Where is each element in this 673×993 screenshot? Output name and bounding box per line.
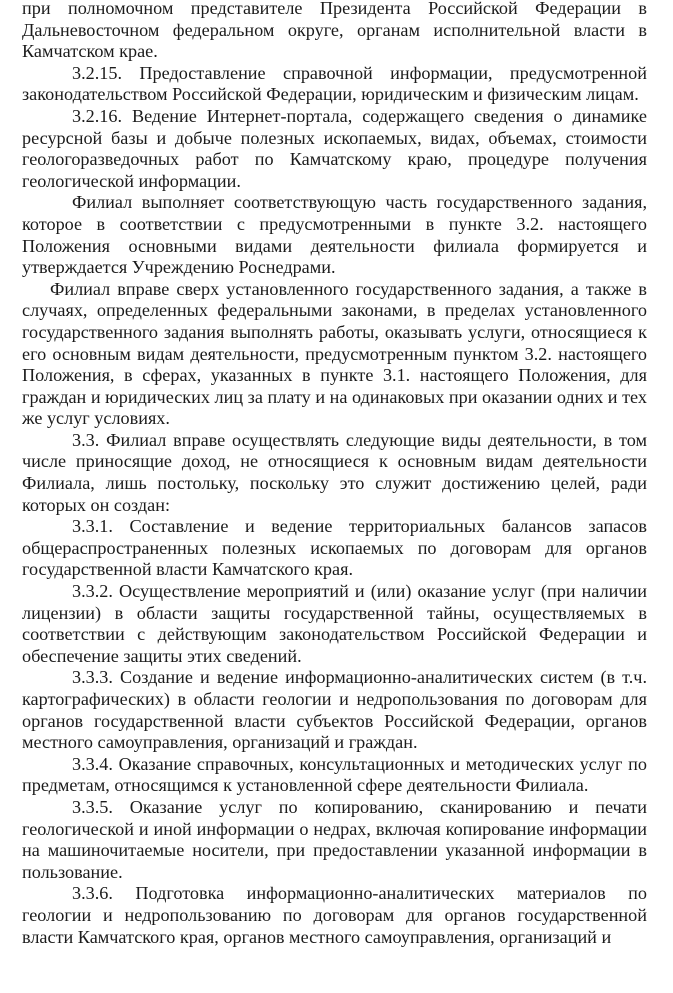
paragraph-continuation: при полномочном представителе Президента Российской Федерации в Дальневосточном федеральном округе, органам исполнительной власти в Камчатском крае. [22, 0, 647, 62]
paragraph-3-2-15: 3.2.15. Предоставление справочной информации, предусмотренной законодательством Российской Федерации, юридическим и физическим лицам. [22, 62, 647, 105]
paragraph-3-3-2: 3.3.2. Осуществление мероприятий и (или) оказание услуг (при наличии лицензии) в области защиты государственной тайны, осуществляемых в соответствии с действующим законодательством Российской Федерации и обеспечение защиты этих сведений. [22, 581, 647, 666]
paragraph-3-3: 3.3. Филиал вправе осуществлять следующие виды деятельности, в том числе приносящие доход, не относящиеся к основным видам деятельности Филиала, лишь постольку, поскольку это служит достижению целей, ради которых он создан: [22, 429, 647, 515]
paragraph-3-3-3: 3.3.3. Создание и ведение информационно-аналитических систем (в т.ч. картографических) в области геологии и недропользования по договорам для органов государственной власти субъектов Российской Федерации, органов местного самоуправления, организаций и граждан. [22, 667, 647, 753]
paragraph-3-2-16: 3.2.16. Ведение Интернет-портала, содержащего сведения о динамике ресурсной базы и добыче полезных ископаемых, видах, объемах, стоимости геологоразведочных работ по Камчатскому краю, процедуре получения геологической информации. [22, 105, 647, 191]
paragraph-state-assignment: Филиал выполняет соответствующую часть государственного задания, которое в соответствии с предусмотренными в пункте 3.2. настоящего Положения основными видами деятельности филиала формируется и утверждается Учреждению Роснедрами. [22, 192, 647, 278]
paragraph-3-3-5: 3.3.5. Оказание услуг по копированию, сканированию и печати геологической и иной информации о недрах, включая копирование информации на машиночитаемые носители, при предоставлении указанной информации в пользование. [22, 796, 647, 882]
paragraph-3-3-4: 3.3.4. Оказание справочных, консультационных и методических услуг по предметам, относящимся к установленной сфере деятельности Филиала. [22, 753, 647, 796]
paragraph-3-3-1: 3.3.1. Составление и ведение территориальных балансов запасов общераспространенных полезных ископаемых по договорам для органов государственной власти Камчатского края. [22, 516, 647, 580]
paragraph-paid-services: Филиал вправе сверх установленного государственного задания, а также в случаях, определенных федеральными законами, в пределах установленного государственного задания выполнять работы, оказывать услуги, относящиеся к его основным видам деятельности, предусмотренным пунктом 3.2. настоящего Положения, в сферах, указанных в пункте 3.1. настоящего Положения, для граждан и юридических лиц за плату и на одинаковых при оказании одних и тех же услуг условиях. [22, 278, 647, 429]
paragraph-3-3-6: 3.3.6. Подготовка информационно-аналитических материалов по геологии и недропользованию по договорам для органов государственной власти Камчатского края, органов местного самоуправления, организаций и [22, 883, 647, 947]
